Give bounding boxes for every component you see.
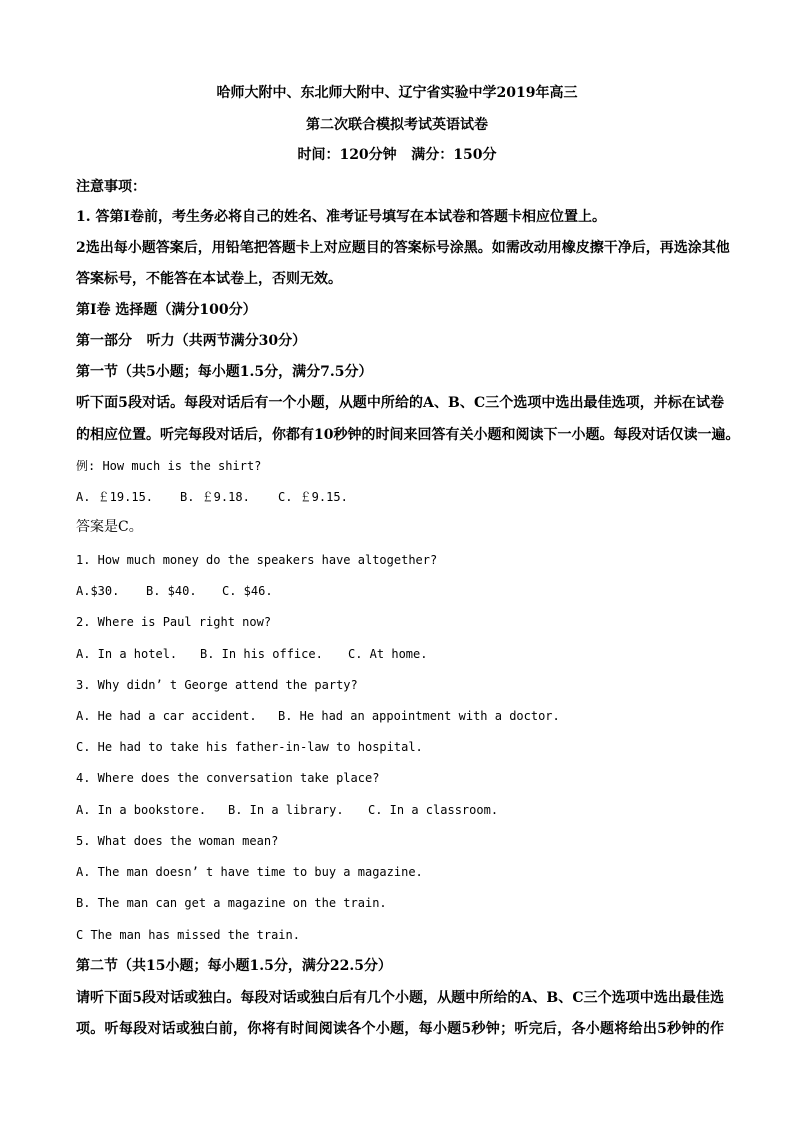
section2-heading: 第二节（共15小题；每小题1.5分，满分22.5分） (76, 958, 392, 974)
question-3-options (76, 710, 560, 722)
question-4-option-a: A. In a bookstore. (76, 803, 207, 817)
question-1-option-a: A.$30. (76, 584, 120, 598)
question-3-option-b: B. He had an appointment with a doctor. (278, 709, 560, 723)
notice-item-2-line2: 答案标号，不能答在本试卷上，否则无效。 (76, 271, 342, 287)
example-options (76, 491, 348, 503)
notice-item-1: 1. 答第Ⅰ卷前，考生务必将自己的姓名、准考证号填写在本试卷和答题卡相应位置上。 (76, 209, 607, 225)
part1-heading: 第一部分 听力（共两节满分30分） (76, 333, 307, 349)
question-1: 1. How much money do the speakers have altogether? (76, 553, 438, 567)
question-3: 3. Why didn’ t George attend the party? (76, 678, 358, 692)
example-option-b: B. ￡9.18. (180, 490, 250, 504)
question-5-option-a: A. The man doesn’ t have time to buy a magazine. (76, 865, 423, 879)
question-3-option-a: A. He had a car accident. (76, 709, 257, 723)
question-4-option-b: B. In a library. (228, 803, 344, 817)
example-option-c: C. ￡9.15. (278, 490, 348, 504)
section2-instructions-line2: 项。听每段对话或独白前，你将有时间阅读各个小题，每小题5秒钟；听完后，各小题将给出5秒钟的作 (76, 1021, 724, 1037)
section2-instructions-line1: 请听下面5段对话或独白。每段对话或独白后有几个小题，从题中所给的A、B、C三个选项中选出最佳选 (76, 990, 724, 1006)
question-2-option-b: B. In his office. (200, 647, 323, 661)
question-5-option-c: C The man has missed the train. (76, 928, 300, 942)
question-2: 2. Where is Paul right now? (76, 615, 272, 629)
example-question: 例: How much is the shirt? (76, 459, 262, 473)
question-2-option-a: A. In a hotel. (76, 647, 178, 661)
question-4-options (76, 804, 498, 816)
question-4: 4. Where does the conversation take place? (76, 771, 380, 785)
question-1-options (76, 585, 273, 597)
section1-instructions-line1: 听下面5段对话。每段对话后有一个小题，从题中所给的A、B、C三个选项中选出最佳选项，并标在试卷 (76, 395, 724, 411)
question-3-option-c: C. He had to take his father-in-law to hospital. (76, 740, 423, 754)
exam-title-line1: 哈师大附中、东北师大附中、辽宁省实验中学2019年高三 (216, 85, 578, 101)
question-1-option-c: C. $46. (222, 584, 273, 598)
volume1-heading: 第Ⅰ卷 选择题（满分100分） (76, 302, 257, 318)
question-1-option-b: B. $40. (146, 584, 197, 598)
exam-title-line2: 第二次联合模拟考试英语试卷 (306, 117, 488, 133)
notice-heading: 注意事项： (76, 179, 146, 195)
section1-heading: 第一节（共5小题；每小题1.5分，满分7.5分） (76, 364, 373, 380)
question-2-option-c: C. At home. (348, 647, 428, 661)
exam-time-info: 时间：120分钟 满分：150分 (297, 147, 497, 163)
question-5: 5. What does the woman mean? (76, 834, 279, 848)
example-answer: 答案是C。 (76, 519, 143, 535)
example-option-a: A. ￡19.15. (76, 490, 154, 504)
notice-item-2-line1: 2选出每小题答案后，用铅笔把答题卡上对应题目的答案标号涂黑。如需改动用橡皮擦干净后，再选涂其他 (76, 240, 730, 256)
question-5-option-b: B. The man can get a magazine on the train. (76, 896, 387, 910)
question-2-options (76, 648, 427, 660)
section1-instructions-line2: 的相应位置。听完每段对话后，你都有10秒钟的时间来回答有关小题和阅读下一小题。每段对话仅读一遍。 (76, 427, 740, 443)
question-4-option-c: C. In a classroom. (368, 803, 499, 817)
